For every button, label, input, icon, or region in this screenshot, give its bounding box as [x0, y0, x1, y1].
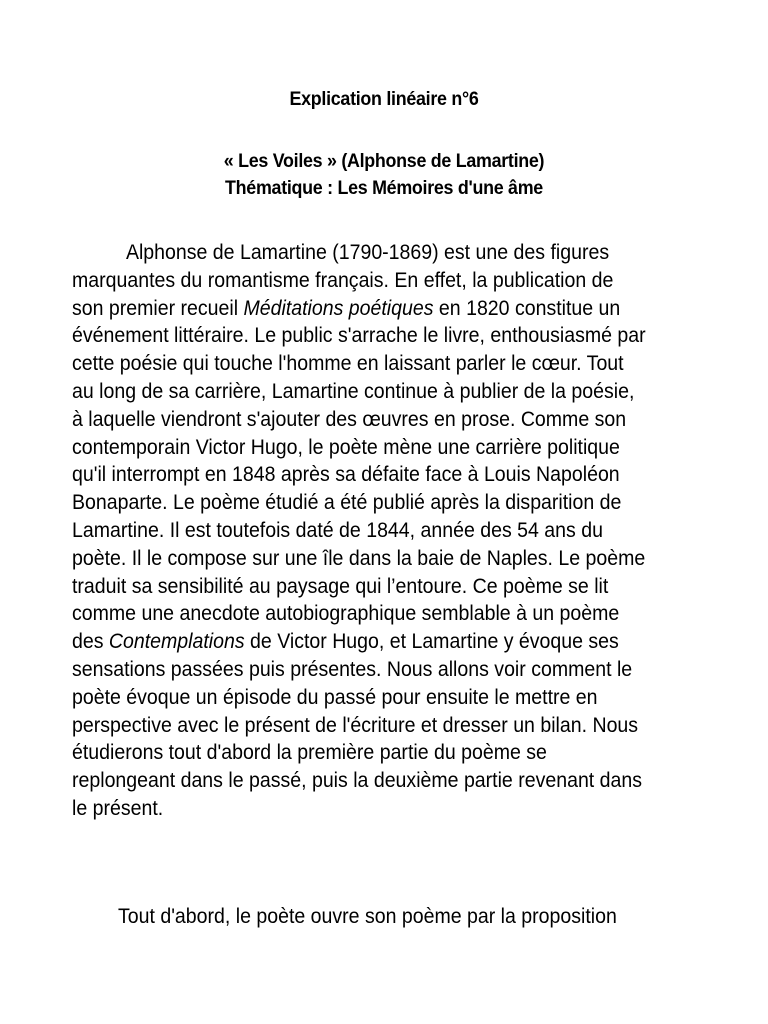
introduction-paragraph [72, 239, 712, 823]
paragraph-line: poète évoque un épisode du passé pour ensuite le mettre en [72, 685, 598, 709]
paragraph-line: à laquelle viendront s'ajouter des œuvres en prose. Comme son [72, 407, 627, 431]
paragraph-line: contemporain Victor Hugo, le poète mène une carrière politique [72, 435, 620, 459]
paragraph-text: des [72, 630, 109, 654]
paragraph-line: Alphonse de Lamartine (1790-1869) est une des figures [125, 241, 610, 264]
thematic-title: Thématique : Les Mémoires d'une âme [225, 178, 543, 199]
paragraph-line: événement littéraire. Le public s'arrache le livre, enthousiasmé par [72, 324, 646, 348]
document-heading: Explication linéaire n°6 [289, 89, 479, 110]
paragraph-line: traduit sa sensibilité au paysage qui l’entoure. Ce poème se lit [72, 574, 609, 598]
paragraph-line: étudierons tout d'abord la première partie du poème se [72, 741, 547, 765]
paragraph-line: perspective avec le présent de l'écriture et dresser un bilan. Nous [72, 713, 639, 737]
paragraph-line [72, 295, 667, 323]
paragraph-line: Lamartine. Il est toutefois daté de 1844, année des 54 ans du [72, 518, 603, 542]
book-title-meditations: Méditations poétiques [243, 296, 434, 320]
paragraph-line: comme une anecdote autobiographique semblable à un poème [72, 602, 620, 626]
paragraph-text: de Victor Hugo, et Lamartine y évoque ses [244, 630, 619, 654]
paragraph-line: poète. Il le compose sur une île dans la baie de Naples. Le poème [72, 546, 646, 570]
paragraph-line: marquantes du romantisme français. En effet, la publication de [72, 268, 614, 292]
paragraph-text: son premier recueil [72, 296, 244, 320]
paragraph-line: sensations passées puis présentes. Nous allons voir comment le [72, 657, 633, 681]
paragraph-line: le présent. [72, 796, 164, 820]
poem-title: « Les Voiles » (Alphonse de Lamartine) [223, 151, 545, 172]
second-paragraph-start: Tout d'abord, le poète ouvre son poème par la proposition [118, 905, 617, 928]
paragraph-line: cette poésie qui touche l'homme en laissant parler le cœur. Tout [72, 352, 624, 376]
paragraph-line: Bonaparte. Le poème étudié a été publié après la disparition de [72, 491, 622, 515]
paragraph-text: en 1820 constitue un [433, 296, 621, 320]
paragraph-line: qu'il interrompt en 1848 après sa défaite face à Louis Napoléon [72, 463, 620, 487]
paragraph-line: replongeant dans le passé, puis la deuxième partie revenant dans [72, 769, 643, 793]
paragraph-line: au long de sa carrière, Lamartine continue à publier de la poésie, [72, 379, 635, 403]
book-title-contemplations: Contemplations [108, 630, 245, 654]
paragraph-line [72, 628, 667, 656]
